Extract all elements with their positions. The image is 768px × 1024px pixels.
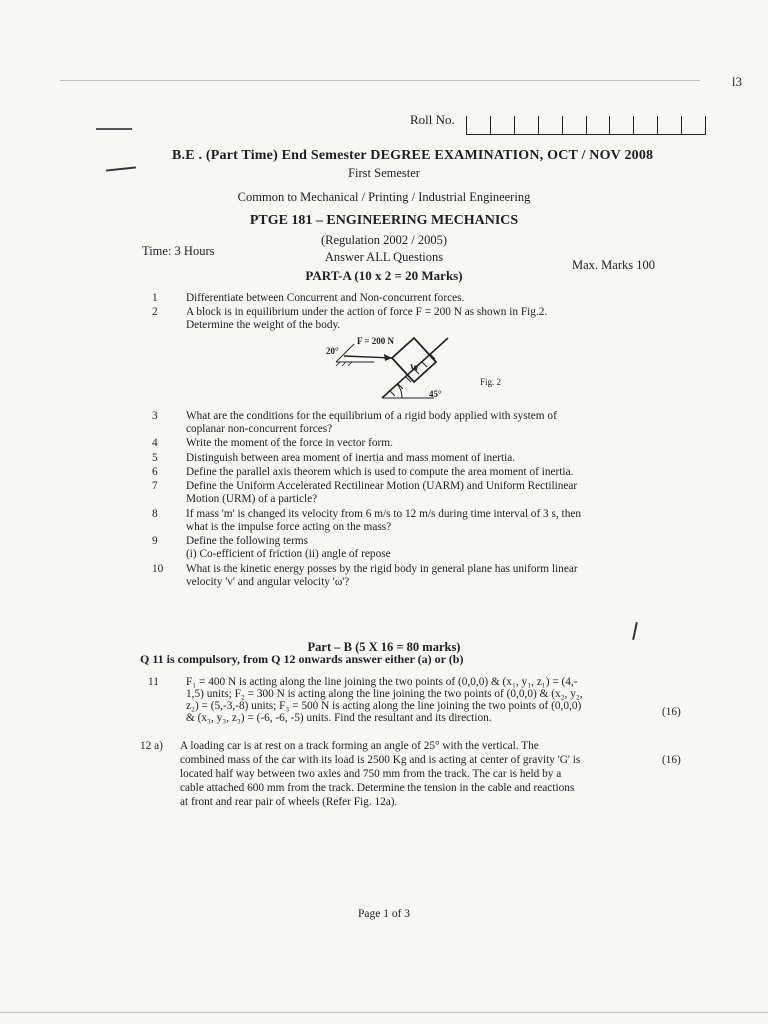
question-number: 5: [152, 452, 158, 464]
block: [392, 338, 436, 382]
question-number: 6: [152, 466, 158, 478]
question-marks: (16): [662, 706, 681, 718]
question-number: 12 a): [140, 740, 163, 752]
question-text: Motion (URM) of a particle?: [186, 493, 318, 505]
question-marks: (16): [662, 754, 681, 766]
instructions: Answer ALL Questions: [324, 250, 444, 264]
question-text: Distinguish between area moment of inertia and mass moment of inertia.: [186, 452, 516, 464]
question-text: Define the following terms: [186, 535, 309, 547]
question-text: Determine the weight of the body.: [186, 319, 341, 331]
exam-duration: Time: 3 Hours: [142, 244, 215, 258]
question-text: z₂) = (5,-3,-8) units; F₃ = 500 N is acting along the line joining the two points of (0,0,0): [186, 700, 582, 712]
question-text: What are the conditions for the equilibrium of a rigid body applied with system of: [186, 410, 557, 422]
roll-number-box: [490, 116, 514, 134]
question-text: A block is in equilibrium under the action of force F = 200 N as shown in Fig.2.: [186, 306, 548, 318]
roll-number-box: [657, 116, 681, 134]
question-text: Differentiate between Concurrent and Non-concurrent forces.: [186, 292, 465, 304]
question-text: at front and rear pair of wheels (Refer Fig. 12a).: [180, 796, 398, 808]
part-b-instructions: Q 11 is compulsory, from Q 12 onwards answer either (a) or (b): [140, 652, 464, 666]
question-text: located half way between two axles and 750 mm from the track. The car is held by a: [180, 768, 562, 780]
part-b-heading: Part – B (5 X 16 = 80 marks): [307, 640, 461, 654]
question-text: velocity 'v' and angular velocity 'ω'?: [186, 576, 350, 588]
question-text: (i) Co-efficient of friction (ii) angle of repose: [186, 548, 391, 560]
question-text: Define the Uniform Accelerated Rectilinear Motion (UARM) and Uniform Rectilinear: [186, 480, 578, 492]
question-number: 8: [152, 508, 158, 520]
roll-number-box: [514, 116, 538, 134]
roll-number-box: [586, 116, 610, 134]
angle-45-label: 45°: [429, 389, 442, 399]
question-number: 1: [152, 292, 158, 304]
page-marker: l3: [731, 74, 742, 89]
roll-number-box: [609, 116, 633, 134]
question-number: 4: [152, 437, 158, 449]
branches: Common to Mechanical / Printing / Industrial Engineering: [237, 190, 531, 204]
question-number: 11: [148, 676, 159, 688]
force-label: F = 200 N: [357, 336, 395, 346]
question-text: A loading car is at rest on a track forming an angle of 25° with the vertical. The: [180, 740, 539, 752]
question-text: F₁ = 400 N is acting along the line joining the two points of (0,0,0) & (x₁, y₁, z₁) = (4,-: [186, 676, 578, 688]
scan-mark: [96, 128, 132, 130]
question-number: 3: [152, 410, 158, 422]
question-text: what is the impulse force acting on the mass?: [186, 521, 392, 533]
roll-number-box: [633, 116, 657, 134]
question-text: cable attached 600 mm from the track. Determine the tension in the cable and reactions: [180, 782, 575, 794]
angle-20-label: 20°: [326, 346, 339, 356]
block-weight-label: W: [410, 363, 419, 373]
scan-mark: [632, 622, 638, 640]
force-arrowhead: [384, 354, 392, 361]
roll-number-box: [538, 116, 562, 134]
question-text: 1,5) units; F₂ = 300 N is acting along the line joining the two points of (0,0,0) & (x₂, y₂,: [186, 688, 583, 700]
question-text: What is the kinetic energy posses by the rigid body in general plane has uniform linear: [186, 563, 578, 575]
question-number: 9: [152, 535, 158, 547]
scan-artifact-line: [60, 80, 700, 81]
question-number: 7: [152, 480, 158, 492]
exam-title: B.E . (Part Time) End Semester DEGREE EXAMINATION, OCT / NOV 2008: [172, 148, 654, 163]
question-number: 10: [152, 563, 164, 575]
question-text: coplanar non-concurrent forces?: [186, 423, 333, 435]
question-text: Define the parallel axis theorem which is used to compute the area moment of inertia.: [186, 466, 574, 478]
roll-number-label: Roll No.: [410, 112, 455, 127]
figure-caption: Fig. 2: [480, 377, 502, 387]
max-marks: Max. Marks 100: [572, 258, 655, 272]
roll-number-box: [466, 116, 490, 134]
roll-number-boxes: [466, 116, 706, 135]
scan-artifact-line: [0, 1012, 768, 1013]
semester: First Semester: [348, 166, 420, 180]
question-text: & (x₃, y₃, z₃) = (-6, -6, -5) units. Find the resultant and its direction.: [186, 712, 492, 724]
question-text: Write the moment of the force in vector form.: [186, 437, 393, 449]
page-footer: Page 1 of 3: [357, 908, 411, 920]
course-title: PTGE 181 – ENGINEERING MECHANICS: [249, 213, 519, 228]
part-a-heading: PART-A (10 x 2 = 20 Marks): [305, 268, 463, 283]
roll-number-box: [681, 116, 706, 134]
question-text: combined mass of the car with its load is 2500 Kg and is acting at center of gravity 'G' is: [180, 754, 581, 766]
roll-number-box: [562, 116, 586, 134]
question-number: 2: [152, 306, 158, 318]
wall-hatch: [336, 362, 352, 366]
question-text: If mass 'm' is changed its velocity from 6 m/s to 12 m/s during time interval of 3 s, then: [186, 508, 582, 520]
regulation: (Regulation 2002 / 2005): [320, 233, 448, 247]
